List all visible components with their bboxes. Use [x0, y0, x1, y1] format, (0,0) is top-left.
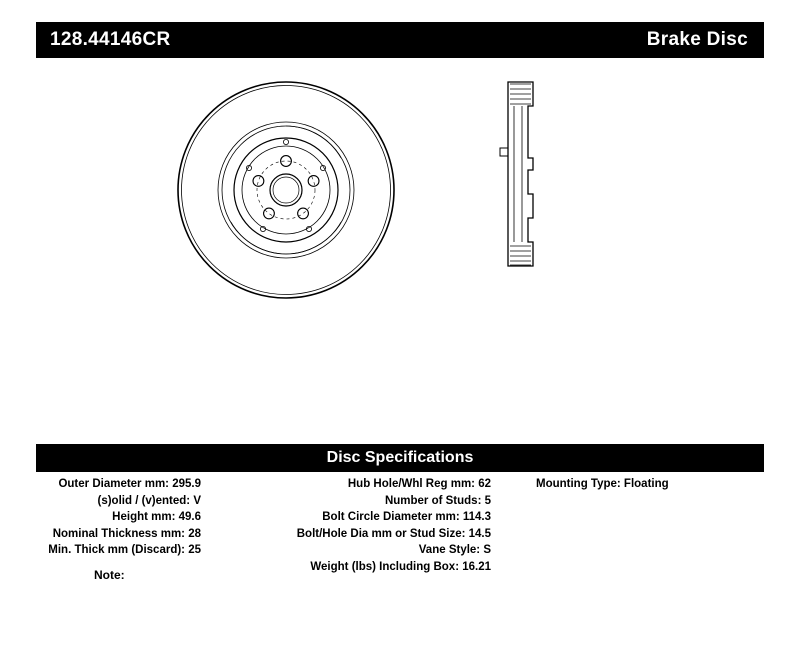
part-number: 128.44146CR [50, 29, 171, 50]
spec-section-header [36, 444, 764, 472]
spec-item: (s)olid / (v)ented: V [97, 494, 201, 507]
spec-item: Weight (lbs) Including Box: 16.21 [310, 560, 491, 573]
header-bar [36, 22, 764, 58]
spec-item: Min. Thick mm (Discard): 25 [48, 544, 201, 556]
spec-item: Bolt/Hole Dia mm or Stud Size: 14.5 [296, 527, 491, 540]
note-label: Note: [94, 568, 125, 582]
spec-item: Number of Studs: 5 [384, 494, 491, 507]
spec-item: Vane Style: S [418, 544, 491, 556]
spec-item: Mounting Type: Floating [536, 478, 669, 490]
spec-column-middle [226, 476, 491, 575]
spec-item: Height mm: 49.6 [112, 511, 201, 523]
page-title: Brake Disc [646, 29, 748, 50]
spec-column-left [36, 476, 201, 559]
rotor-face-view [178, 82, 394, 298]
spec-item: Hub Hole/Whl Reg mm: 62 [347, 478, 491, 490]
spec-section-title: Disc Specifications [326, 449, 474, 466]
spec-item: Outer Diameter mm: 295.9 [58, 478, 201, 490]
spec-column-right [536, 476, 764, 493]
rotor-edge-view [500, 82, 533, 266]
technical-drawing [36, 70, 764, 430]
spec-item: Nominal Thickness mm: 28 [52, 527, 201, 540]
spec-columns [36, 476, 764, 586]
spec-item: Bolt Circle Diameter mm: 114.3 [322, 511, 491, 523]
